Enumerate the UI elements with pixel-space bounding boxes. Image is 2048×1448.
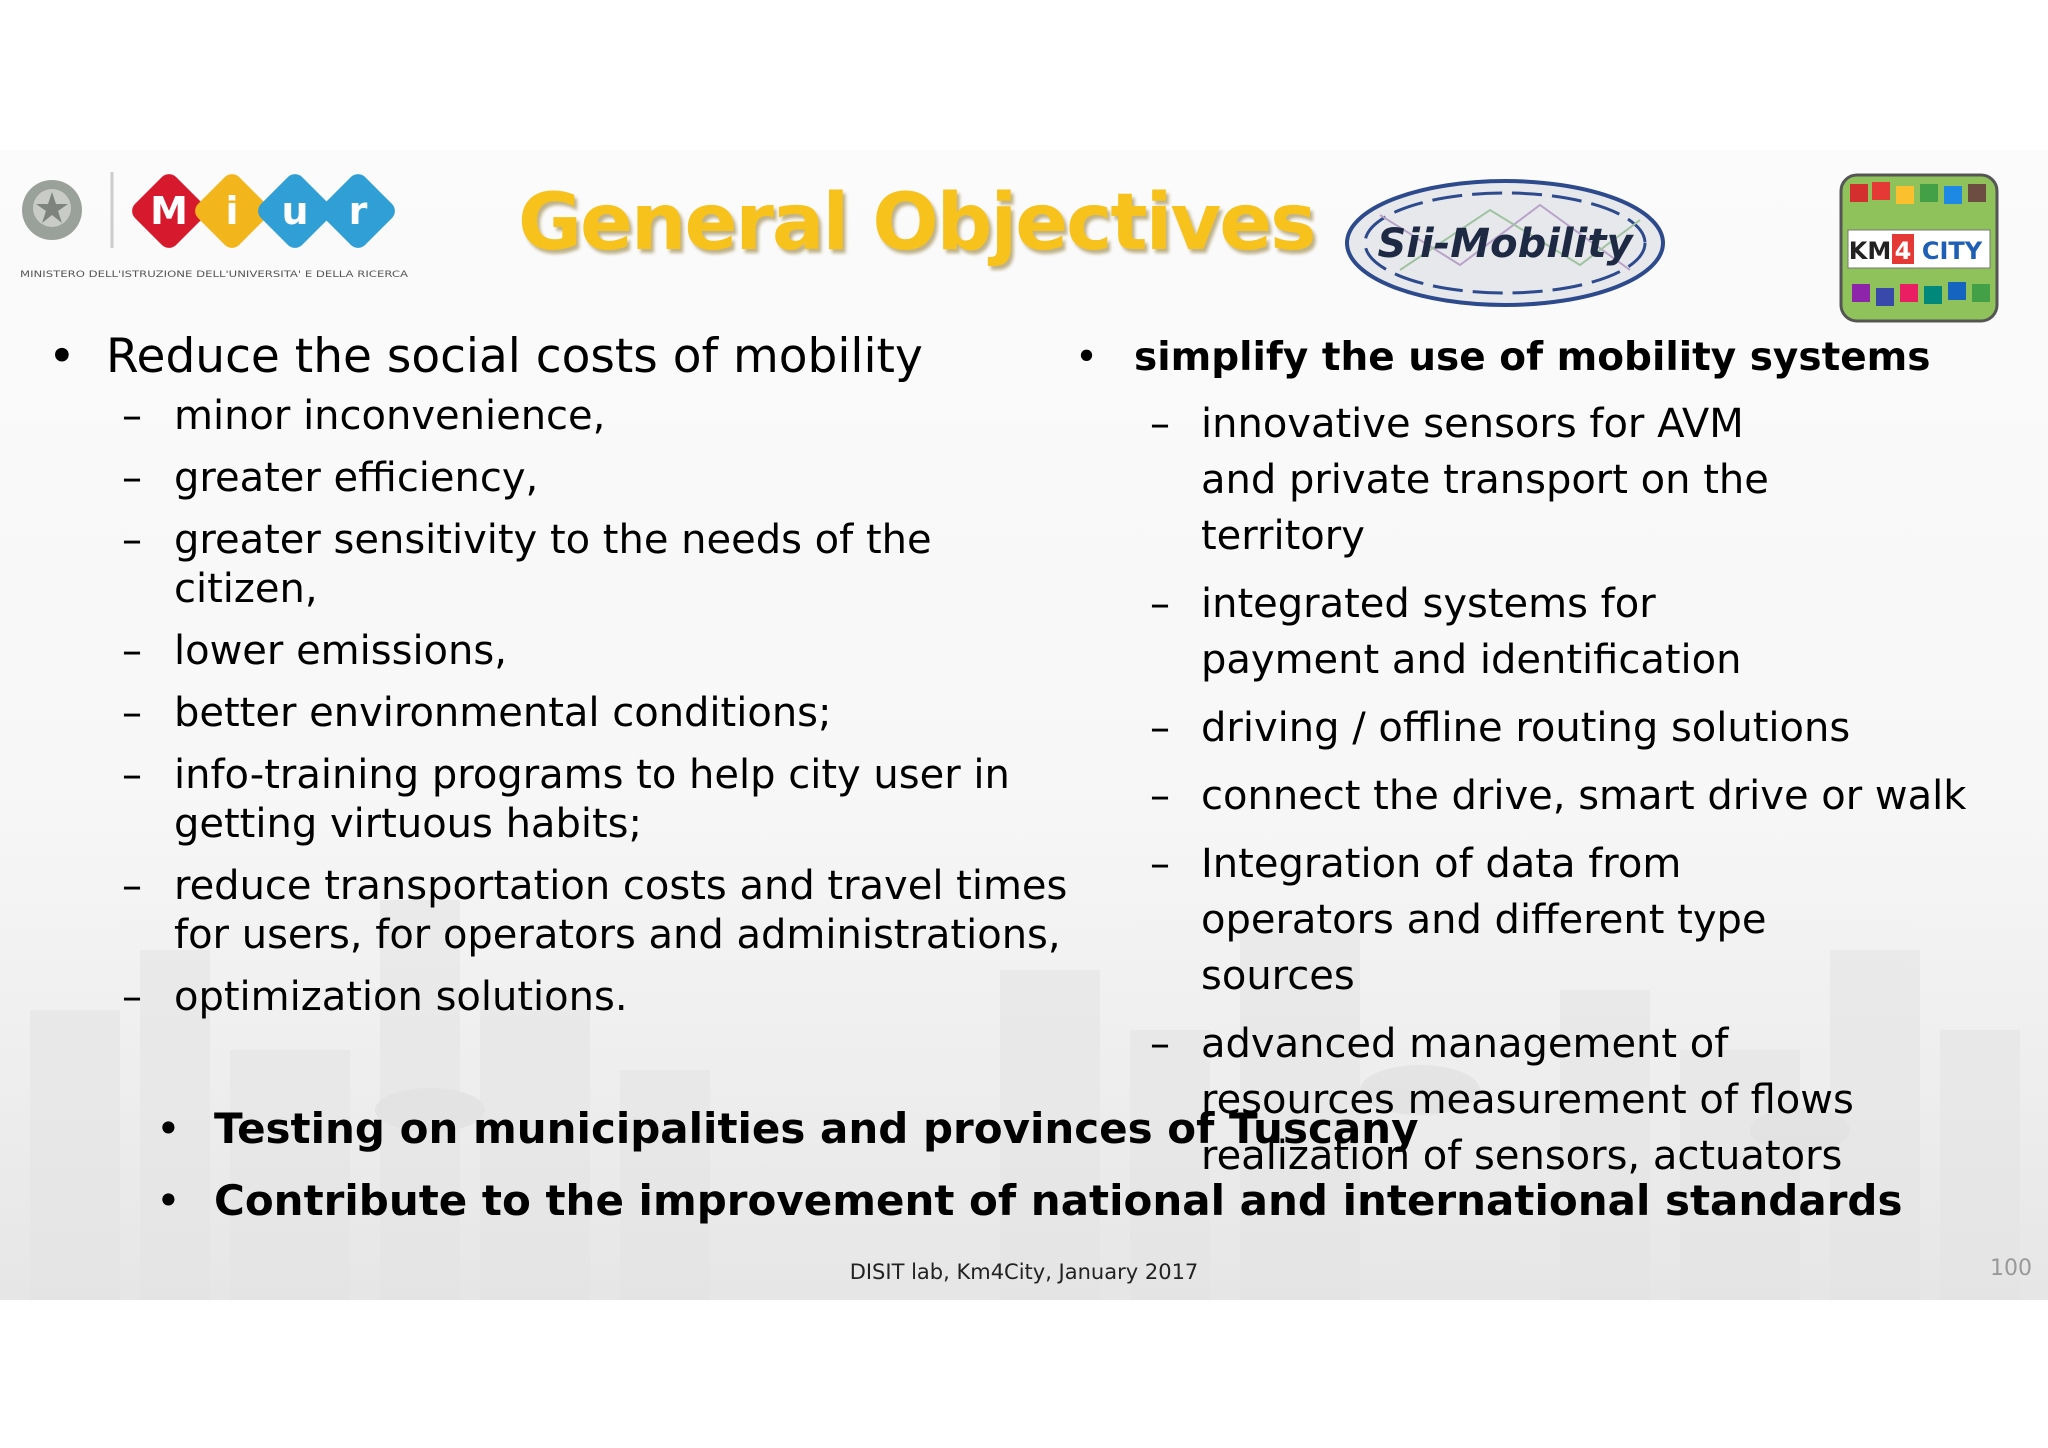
page-number: 100 (1990, 1256, 2032, 1281)
left-heading: • Reduce the social costs of mobility (48, 329, 923, 384)
slide (0, 150, 2048, 1300)
svg-text:r: r (348, 189, 368, 233)
dash-icon: – (122, 393, 142, 439)
bottom-item: • Contribute to the improvement of national and international standards (156, 1170, 2016, 1232)
dash-icon: – (122, 690, 142, 736)
list-item: – integrated systems for payment and identification (1072, 576, 1841, 688)
dash-icon: – (122, 974, 142, 1020)
svg-text:KM: KM (1848, 237, 1892, 265)
page-title: General Objectives (518, 178, 1315, 268)
bullet-icon: • (156, 1176, 181, 1225)
svg-text:CITY: CITY (1921, 237, 1983, 265)
svg-text:4: 4 (1894, 237, 1912, 265)
list-item: – innovative sensors for AVM and private transport on the territory (1072, 396, 1821, 564)
dash-icon: – (122, 455, 142, 501)
dash-icon: – (122, 517, 142, 563)
dash-icon: – (1150, 1021, 1170, 1067)
list-item: – minor inconvenience, (122, 393, 606, 439)
miur-letter-tiles (128, 170, 399, 252)
list-item: – advanced management of resources measurement of flows realization of sensors, actuators (1072, 1016, 1881, 1184)
dash-icon: – (1150, 581, 1170, 627)
miur-caption: MINISTERO DELL'ISTRUZIONE DELL'UNIVERSITA' E DELLA RICERCA (20, 270, 410, 280)
list-item: – better environmental conditions; (122, 690, 832, 736)
left-column (40, 328, 1068, 1035)
bullet-icon: • (48, 329, 76, 384)
list-item: – reduce transportation costs and travel times for users, for operators and administrations, (122, 863, 1068, 958)
dash-icon: – (1150, 841, 1170, 887)
dash-icon: – (122, 628, 142, 674)
footer-text: DISIT lab, Km4City, January 2017 (849, 1260, 1199, 1284)
bullet-icon: • (156, 1104, 181, 1153)
list-item: – info-training programs to help city user in getting virtuous habits; (122, 752, 1010, 847)
svg-text:M: M (150, 189, 188, 233)
svg-text:u: u (281, 189, 309, 233)
list-item: – greater efficiency, (122, 455, 539, 501)
dash-icon: – (122, 863, 142, 909)
bullet-icon: • (1075, 335, 1099, 380)
sii-mobility-text: Sii-Mobility (1377, 221, 1633, 267)
miur-logo (0, 150, 430, 315)
list-item: – connect the drive, smart drive or walk (1072, 768, 2048, 824)
dash-icon: – (122, 752, 142, 798)
bottom-bullets (156, 1098, 2016, 1242)
list-item: – lower emissions, (122, 628, 507, 674)
sii-mobility-logo (1340, 175, 1670, 310)
list-item: – driving / offline routing solutions (1072, 700, 2032, 756)
list-item: – Integration of data from operators and different type sources (1072, 836, 1851, 1004)
list-item: – optimization solutions. (122, 974, 628, 1020)
dash-icon: – (1150, 705, 1170, 751)
right-heading: • simplify the use of mobility systems (1072, 330, 2032, 386)
dash-icon: – (1150, 773, 1170, 819)
svg-text:i: i (225, 189, 239, 233)
right-column (1072, 330, 2032, 1196)
list-item: – greater sensitivity to the needs of the citizen, (122, 517, 932, 612)
km4city-logo (1838, 172, 2000, 324)
dash-icon: – (1150, 401, 1170, 447)
bottom-item: • Testing on municipalities and provinces of Tuscany (156, 1098, 2016, 1160)
